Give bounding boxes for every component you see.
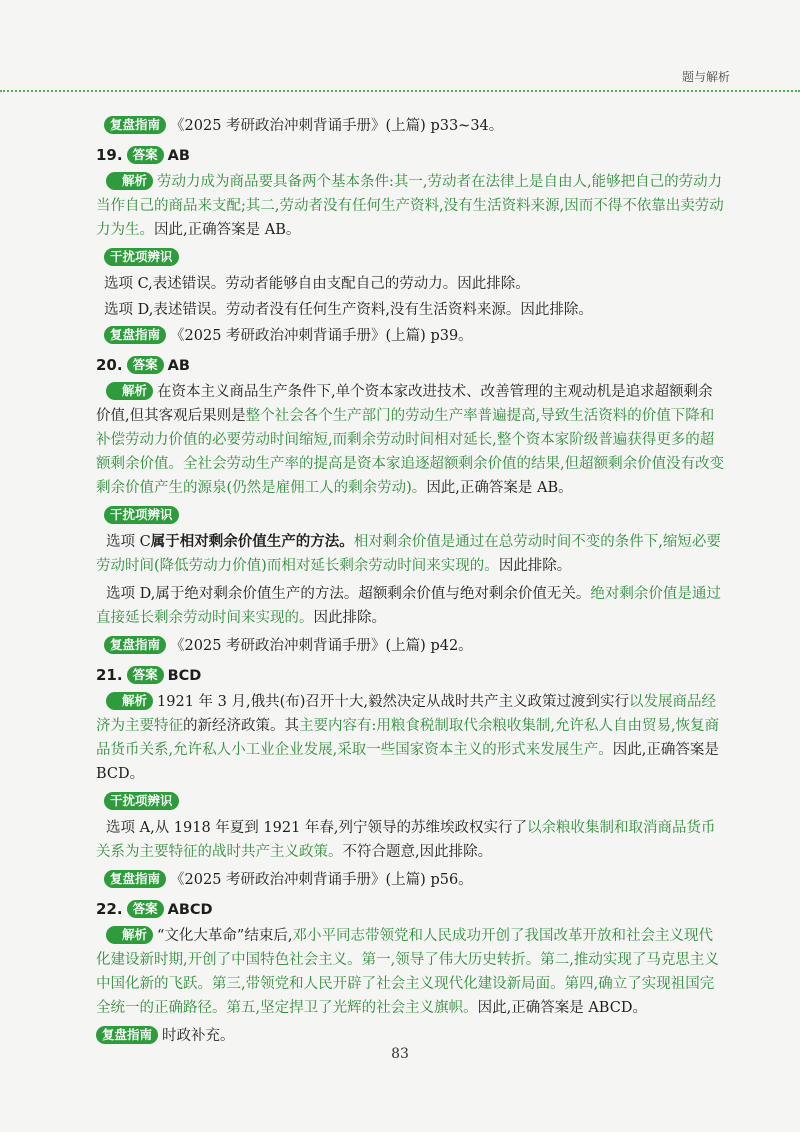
q22-number: 22.	[96, 900, 123, 918]
analysis-badge: 解析	[106, 692, 153, 710]
analysis-badge: 解析	[106, 172, 153, 190]
q19-analysis-end: 因此,正确答案是 AB。	[154, 222, 301, 238]
guide-badge: 复盘指南	[96, 1026, 158, 1044]
q22-answer-line	[96, 897, 726, 922]
q20-option-c	[96, 530, 726, 578]
guide-badge: 复盘指南	[104, 636, 166, 654]
q21-analysis	[96, 690, 726, 786]
content	[96, 114, 726, 1050]
q22-guide-text: 时政补充。	[162, 1028, 235, 1044]
q21-option-a	[96, 816, 726, 864]
q21-number: 21.	[96, 666, 123, 684]
q21-answer-line	[96, 663, 726, 688]
q22-answer: ABCD	[167, 902, 213, 918]
q19-distractor-heading	[104, 246, 726, 270]
q19-guide-text: 《2025 考研政治冲刺背诵手册》(上篇) p39。	[170, 328, 473, 344]
guide-badge: 复盘指南	[104, 116, 166, 134]
q19-number: 19.	[96, 146, 123, 164]
q22-analysis-part2: 邓小平同志带领党和人民成功开创了我国改革开放和社会主义现代化建设新时期,开创了中国特色社会主义。	[96, 928, 713, 968]
q21-option-a-end: 不符合题意,因此排除。	[342, 844, 493, 860]
answer-badge: 答案	[127, 146, 164, 164]
distractor-badge: 干扰项辨识	[104, 506, 179, 524]
q22-analysis-part1: “文化大革命”结束后,	[157, 928, 293, 944]
q19-guide	[104, 324, 726, 348]
q20-analysis-part1: 在资本主义商品生产条件下,单个资本家改进技术、改善管理的主观动机是追求超额剩余价值,但其客观后果则是	[96, 384, 713, 424]
q22-analysis-end: 因此,正确答案是 ABCD。	[477, 1000, 647, 1016]
q20-option-d-end: 因此排除。	[313, 610, 386, 626]
q20-option-d-green: 绝对剩余价值是通过直接延长剩余劳动时间来实现的。	[96, 586, 721, 626]
q21-analysis-part3: 的新经济政策。其	[183, 718, 299, 734]
q20-option-c-label: 选项 C	[106, 534, 151, 550]
q20-answer-line	[96, 353, 726, 378]
page-number: 83	[391, 1046, 409, 1062]
distractor-badge: 干扰项辨识	[104, 248, 179, 266]
q19-answer: AB	[167, 148, 190, 164]
q22-analysis	[96, 924, 726, 1020]
q20-analysis-part2: 整个社会各个生产部门的劳动生产率普遍提高,导致生活资料的价值下降和补偿劳动力价值的必要劳动时间缩短,而剩余劳动时间相对延长,整个资本家阶级普遍获得更多的超额剩余价值。全社会劳动生产率的提高是资本家追逐超额剩余价值的结果,但超额剩余价值没有改变剩余价值产生的源泉(仍然是雇佣工人的剩余劳动)。	[96, 408, 725, 496]
q21-analysis-end: 因此,正确答案是 BCD。	[96, 742, 719, 782]
q20-analysis	[96, 380, 726, 500]
analysis-badge: 解析	[106, 926, 153, 944]
q21-analysis-part2: 以发展商品经济为主要特征	[96, 694, 716, 734]
q18-guide-text: 《2025 考研政治冲刺背诵手册》(上篇) p33~34。	[170, 118, 504, 134]
q19-option-d: 选项 D,表述错误。劳动者没有任何生产资料,没有生活资料来源。因此排除。	[104, 302, 593, 318]
q19-answer-line	[96, 143, 726, 168]
answer-badge: 答案	[127, 900, 164, 918]
q21-guide-text: 《2025 考研政治冲刺背诵手册》(上篇) p56。	[170, 872, 473, 888]
q20-number: 20.	[96, 356, 123, 374]
q20-option-d	[96, 582, 726, 630]
q21-guide	[104, 868, 726, 892]
q20-option-d-text: 选项 D,属于绝对剩余价值生产的方法。超额剩余价值与绝对剩余价值无关。	[106, 586, 591, 602]
q18-guide	[104, 114, 726, 138]
analysis-badge: 解析	[106, 382, 153, 400]
distractor-badge: 干扰项辨识	[104, 792, 179, 810]
q20-option-c-bold: 属于相对剩余价值生产的方法。	[150, 533, 354, 550]
q20-option-c-end: 因此排除。	[498, 558, 572, 574]
q21-option-a-text: 选项 A,从 1918 年夏到 1921 年春,列宁领导的苏维埃政权实行了	[106, 820, 528, 836]
answer-badge: 答案	[127, 666, 164, 684]
q21-distractor-heading	[104, 790, 726, 814]
header-divider	[0, 90, 800, 92]
q19-analysis	[96, 170, 726, 242]
q20-distractor-heading	[104, 504, 726, 528]
q21-option-a-green: 以余粮收集制和取消商品货币关系为主要特征的战时共产主义政策。	[96, 820, 716, 860]
q19-analysis-text: 劳动力成为商品要具备两个基本条件:其一,劳动者在法律上是自由人,能够把自己的劳动力当作自己的商品来支配;其二,劳动者没有任何生产资料,没有生活资料来源,因而不得不依靠出卖劳动力为生。	[96, 174, 724, 238]
guide-badge: 复盘指南	[104, 870, 166, 888]
running-header: 题与解析	[681, 70, 730, 84]
q21-analysis-part1: 1921 年 3 月,俄共(布)召开十大,毅然决定从战时共产主义政策过渡到实行	[157, 694, 629, 710]
q21-analysis-part4: 主要内容有:用粮食税制取代余粮收集制,允许私人自由贸易,恢复商品货币关系,允许私人小工业企业发展,采取一些国家资本主义的形式来发展生产。	[96, 718, 720, 758]
q21-answer: BCD	[167, 668, 202, 684]
q22-analysis-part3: 第一,领导了伟大历史转折。第二,推动实现了马克思主义中国化新的飞跃。第三,带领党和人民开辟了社会主义现代化建设新局面。第四,确立了实现祖国完全统一的正确路径。第五,坚定捍卫了光辉的社会主义旗帜。	[96, 952, 719, 1016]
q20-option-c-green: 相对剩余价值是通过在总劳动时间不变的条件下,缩短必要劳动时间(降低劳动力价值)而相对延长剩余劳动时间来实现的。	[96, 534, 721, 574]
q20-answer: AB	[167, 358, 190, 374]
answer-badge: 答案	[127, 356, 164, 374]
q19-option-c: 选项 C,表述错误。劳动者能够自由支配自己的劳动力。因此排除。	[104, 276, 530, 292]
guide-badge: 复盘指南	[104, 326, 166, 344]
q20-analysis-end: 因此,正确答案是 AB。	[426, 480, 573, 496]
q20-guide	[104, 634, 726, 658]
q22-guide	[96, 1024, 726, 1048]
q20-guide-text: 《2025 考研政治冲刺背诵手册》(上篇) p42。	[170, 638, 473, 654]
